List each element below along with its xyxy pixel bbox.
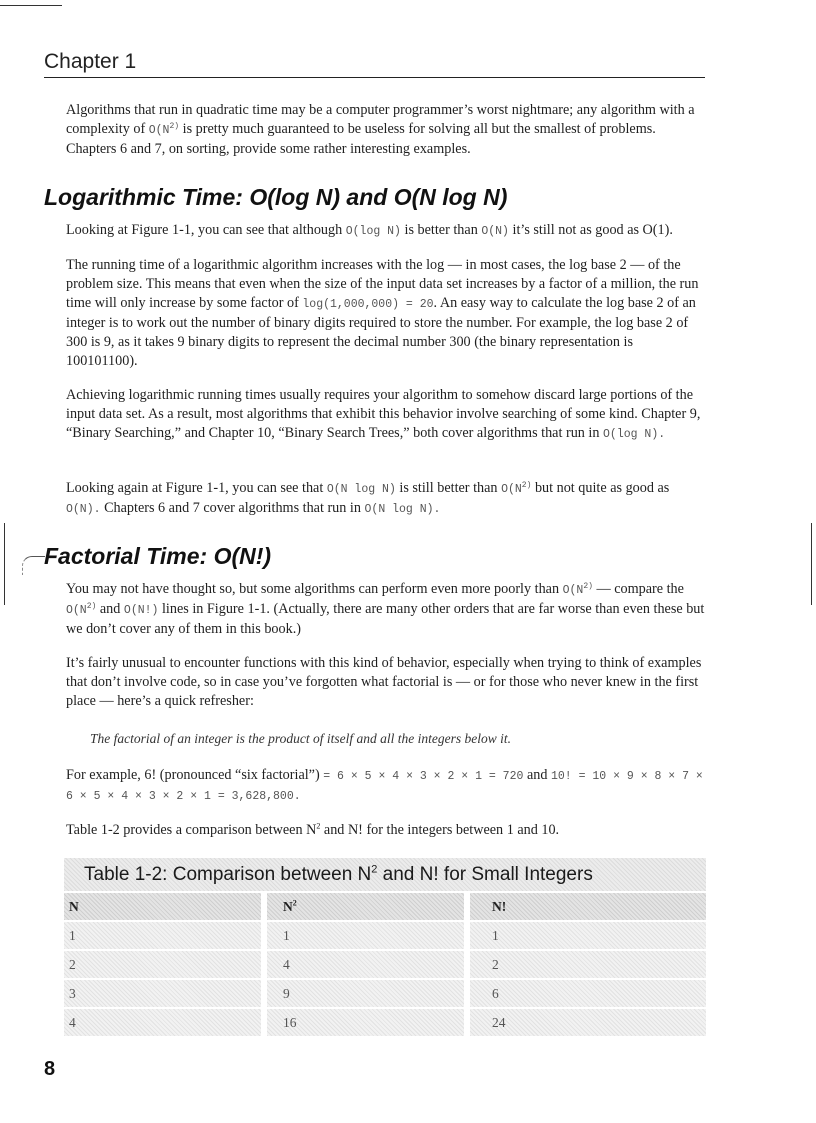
log-paragraph-2: The running time of a logarithmic algorithm increases with the log — in most cases, the log base 2 — of the problem size. This means that even when the size of the input data set increases by a factor of a million, the run time will only increase by some factor of log(1,000,000) = 20. An easy way to calculate the log base 2 of an integer is to work out the number of binary digits required to store the number. For example, the log base 2 of 300 is 9, as it takes 9 binary digits to represent the decimal number 300 (the binary representation is 100101100). xyxy=(66,257,699,369)
table-cell: 4 xyxy=(64,1009,261,1036)
page-number: 8 xyxy=(44,1058,56,1080)
section-heading-factorial: Factorial Time: O(N!) xyxy=(44,543,272,569)
chapter-header xyxy=(44,50,705,78)
table-cell: 1 xyxy=(267,922,464,949)
margin-bar-right xyxy=(811,523,812,605)
table-row xyxy=(64,951,706,978)
fact-paragraph-1: You may not have thought so, but some algorithms can perform even more poorly than $O(N^{2)}$ — compare the $O(N^{2)}$ and O(N!) lines in Figure 1-1. (Actually, there are many other orders that are far worse than even these but we don’t cover any of them in this book.) xyxy=(66,581,705,637)
fact-paragraph-3: For example, 6! (pronounced “six factorial”) = 6 × 5 × 4 × 3 × 2 × 1 = 720 and 10! = 10 × 9 × 8 × 7 × 6 × 5 × 4 × 3 × 2 × 1 = 3,628,800. xyxy=(66,767,703,803)
table-row xyxy=(64,1009,706,1036)
table-title: Table 1-2: Comparison between $N^2$ and N! for Small Integers xyxy=(64,858,706,891)
table-cell: 6 xyxy=(470,980,706,1007)
fact-paragraph-4: Table 1-2 provides a comparison between $N^2$ and N! for the integers between 1 and 10. xyxy=(66,821,560,838)
chapter-title: Chapter 1 xyxy=(44,50,137,73)
table-cell: 1 xyxy=(470,922,706,949)
log-paragraph-1: Looking at Figure 1-1, you can see that although O(log N) is better than O(N) it’s still not as good as O(1). xyxy=(66,222,673,238)
table-header-cell: N xyxy=(64,893,261,920)
table-row xyxy=(64,922,706,949)
table-cell: 1 xyxy=(64,922,261,949)
table-cell: 9 xyxy=(267,980,464,1007)
table-cell: 16 xyxy=(267,1009,464,1036)
margin-annotation-mark xyxy=(22,556,45,575)
margin-bar-left xyxy=(4,523,5,605)
fact-paragraph-2: It’s fairly unusual to encounter functions with this kind of behavior, especially when trying to think of examples that don’t involve code, so in case you’ve forgotten what factorial is — or for those who never knew in the first place — here’s a quick refresher: xyxy=(66,655,702,709)
table-cell: 4 xyxy=(267,951,464,978)
table-cell: 3 xyxy=(64,980,261,1007)
table-cell: 2 xyxy=(470,951,706,978)
log-paragraph-3: Achieving logarithmic running times usually requires your algorithm to somehow discard large portions of the input data set. As a result, most algorithms that exhibit this behavior involve searching of some kind. Chapter 9, “Binary Searching,” and Chapter 10, “Binary Search Trees,” both cover algorithms that run in O(log N). xyxy=(66,387,701,441)
factorial-definition-quote: The factorial of an integer is the product of itself and all the integers below it. xyxy=(90,731,511,746)
corner-rule xyxy=(0,5,62,6)
section-heading-logarithmic: Logarithmic Time: O(log N) and O(N log N) xyxy=(44,184,508,210)
table-cell: 24 xyxy=(470,1009,706,1036)
table-header-cell: $N^2$ xyxy=(267,893,464,920)
table-header-row xyxy=(64,893,706,920)
table-header-cell: N! xyxy=(470,893,706,920)
table-row xyxy=(64,980,706,1007)
table-cell: 2 xyxy=(64,951,261,978)
intro-paragraph: Algorithms that run in quadratic time may be a computer programmer’s worst nightmare; any algorithm with a complexity of $O(N^{2)}$ is pretty much guaranteed to be useless for solving all but the smallest of problems. Chapters 6 and 7, on sorting, provide some rather interesting examples. xyxy=(66,102,695,157)
log-paragraph-4: Looking again at Figure 1-1, you can see that O(N log N) is still better than $O(N^{2)}$ but not quite as good as O(N). Chapters 6 and 7 cover algorithms that run in O(N log N). xyxy=(66,480,670,516)
comparison-table xyxy=(64,858,706,1036)
